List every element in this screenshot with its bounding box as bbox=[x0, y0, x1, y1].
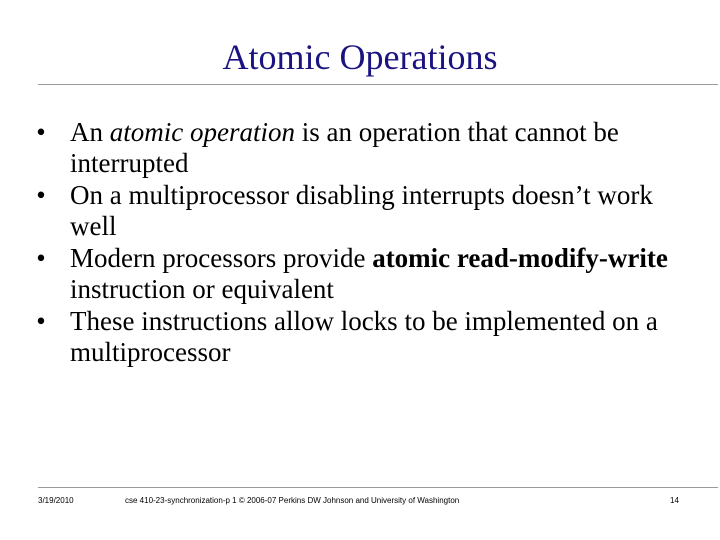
bullet-strong: atomic read-modify-write bbox=[372, 243, 668, 273]
bullet-item bbox=[30, 243, 670, 305]
bullet-text: An bbox=[70, 117, 110, 147]
footer-copyright: cse 410-23-synchronization-p 1 © 2006-07 Perkins DW Johnson and University of Washington bbox=[125, 496, 460, 505]
bullet-icon: • bbox=[36, 117, 46, 147]
title-divider bbox=[38, 84, 718, 85]
slide-title: Atomic Operations bbox=[222, 37, 498, 77]
bullet-item bbox=[30, 306, 670, 368]
bullet-icon: • bbox=[36, 243, 46, 273]
bullet-text: is an operation that cannot be interrupted bbox=[70, 117, 619, 178]
page-number: 14 bbox=[670, 496, 679, 505]
bullet-text: Modern processors provide bbox=[70, 243, 373, 273]
bullet-text: instruction or equivalent bbox=[70, 274, 334, 304]
bullet-icon: • bbox=[36, 306, 46, 336]
bullet-icon: • bbox=[36, 180, 46, 210]
bullet-text: These instructions allow locks to be implemented on a multiprocessor bbox=[70, 306, 658, 367]
bullet-item bbox=[30, 180, 670, 242]
footer-date: 3/19/2010 bbox=[38, 496, 74, 505]
footer-divider bbox=[38, 487, 718, 488]
bullet-emphasis: atomic operation bbox=[109, 117, 295, 147]
bullet-item bbox=[30, 117, 670, 179]
bullet-text: On a multiprocessor disabling interrupts doesn’t work well bbox=[70, 180, 653, 241]
bullet-list bbox=[30, 117, 670, 369]
